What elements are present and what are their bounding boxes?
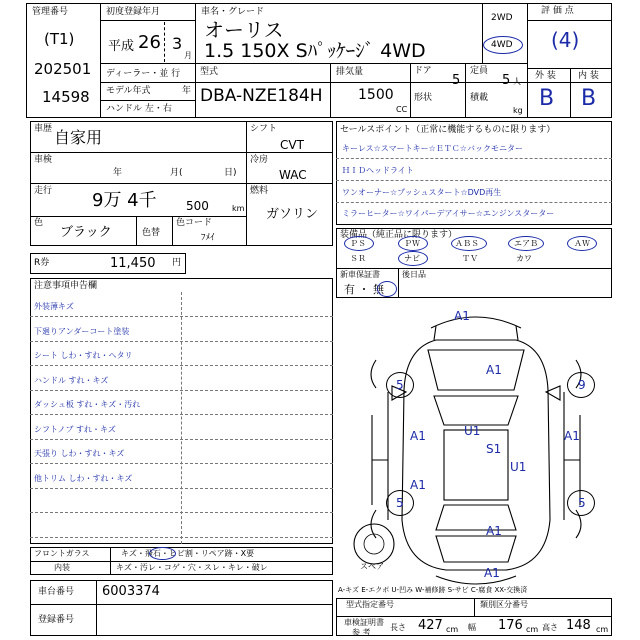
chassis-box: [30, 580, 333, 636]
notes-label: 注意事項申告欄: [34, 281, 98, 291]
circle-left-front: [386, 372, 414, 398]
equip-aw: ＡＷ: [574, 239, 590, 248]
len-label: 長さ: [390, 623, 406, 632]
use-value: 自家用: [54, 128, 103, 147]
reg-month: 3: [172, 34, 183, 53]
notes-rule: [30, 463, 333, 464]
mark-roof-s1: S1: [486, 442, 502, 456]
equip-navi: ナビ: [404, 254, 420, 263]
circle-aw: [567, 236, 597, 251]
cert-label: 車検証明書: [344, 618, 384, 627]
wid-label: 幅: [468, 623, 476, 632]
note-item: 下廻りアンダーコート塗装: [34, 326, 130, 336]
grade: 1.5 150X Sﾊﾟｯｹｰｼﾞ 4WD: [204, 40, 426, 62]
warranty-value: 有 ・ 無: [344, 283, 384, 296]
eval-label: 評 価 点: [541, 6, 574, 16]
ac-value: WAC: [279, 168, 307, 182]
circle-right-front: [567, 372, 595, 398]
note-item: ハンドル すれ・キズ: [34, 375, 109, 385]
mark-roof-u1: U1: [464, 424, 481, 438]
mileage-extra: 500: [186, 199, 209, 213]
recycle-box: [30, 253, 186, 274]
disp-value: 1500: [358, 87, 394, 103]
model-year-label: モデル年式: [106, 86, 151, 96]
recycle-unit: 円: [172, 258, 182, 268]
equip-tv: ＴＶ: [462, 254, 478, 263]
ac-label: 冷房: [250, 155, 269, 165]
mark-hood: A1: [486, 363, 502, 377]
sales-line-1: キーレス☆スマートキー☆ＥＴＣ☆バックモニター: [342, 144, 523, 153]
disp-label: 排気量: [336, 67, 364, 77]
note-item: 外装薄キズ: [34, 302, 74, 311]
mgmt-code: (T1): [44, 30, 75, 48]
ext-grade: B: [539, 86, 555, 111]
front-glass-value: キズ・飛石・ヒビ割・リペア跡・X要: [121, 549, 255, 558]
interior-value: キズ・汚レ・コゲ・穴・スレ・キレ・破レ: [116, 563, 268, 572]
recycle-value: 11,450: [110, 256, 156, 271]
ext-label: 外 装: [535, 71, 556, 81]
chassis-label: 車台番号: [38, 587, 75, 597]
mark-left-rear: 5: [396, 496, 404, 510]
door-label: ドア: [414, 66, 432, 76]
drive-4wd: 4WD: [491, 40, 513, 50]
load-unit: kg: [513, 106, 523, 115]
era: 平成: [108, 39, 135, 54]
type-value: DBA-NZE184H: [200, 86, 323, 106]
dealer-label: ディーラー・並 行: [106, 69, 181, 79]
circle-airb: [508, 236, 544, 251]
mark-left-door: A1: [410, 429, 426, 443]
color-change-label: 色替: [142, 228, 161, 238]
int-grade: B: [581, 86, 597, 111]
mark-left-front: 5: [396, 378, 404, 392]
name-grade-label: 車名・グレード: [201, 7, 265, 17]
handle-label: ハンドル 左・右: [106, 104, 172, 114]
sales-label: セールスポイント（正常に機能するものに限ります）: [340, 125, 556, 135]
notes-rule: [30, 512, 333, 513]
drive-2wd: 2WD: [491, 13, 513, 23]
class-label: 類別区分番号: [480, 600, 528, 609]
shape-label: 形状: [414, 93, 433, 103]
mark-roof-u1-2: U1: [510, 460, 527, 474]
cap-value: 5: [502, 73, 511, 88]
chassis-value: 6003374: [102, 584, 160, 599]
sales-line-2: ＨＩＤヘッドライト: [342, 166, 414, 175]
cap-unit: 人: [513, 77, 521, 86]
circle-chip: [149, 547, 176, 560]
notes-rule: [30, 537, 333, 538]
circle-pw: [398, 236, 428, 251]
shift-label: シフト: [250, 124, 278, 134]
note-item: 他トリム しわ・すれ・キズ: [34, 473, 133, 483]
type-label: 型式: [200, 67, 219, 77]
circle-ps: [344, 236, 374, 251]
color-code-label: 色コード: [176, 218, 213, 228]
inspect-label: 車検: [34, 155, 53, 165]
inspect-day: 日): [224, 168, 237, 178]
circle-navi: [398, 251, 428, 266]
shift-value: CVT: [280, 138, 304, 152]
mark-front-bumper: A1: [454, 309, 470, 323]
load-label: 積載: [470, 93, 489, 103]
year-unit: 年: [182, 86, 192, 96]
mgmt-num2: 14598: [42, 88, 90, 106]
hgt-value: 148: [566, 618, 591, 633]
color-code-value: ﾌﾒｲ: [201, 233, 215, 243]
mark-rear-bumper: A1: [484, 566, 500, 580]
spec-label: 型式指定番号: [346, 600, 394, 609]
notes-rule: [30, 439, 333, 440]
mark-right-rear: 5: [578, 496, 586, 510]
cap-label: 定員: [470, 66, 489, 76]
hgt-label: 高さ: [542, 623, 558, 632]
mgmt-num1: 202501: [34, 60, 92, 78]
circle-right-rear: [567, 490, 595, 516]
car-diagram: [336, 300, 616, 590]
mark-rear-left: A1: [410, 478, 426, 492]
note-item: シフトノブ すれ・キズ: [34, 424, 116, 434]
notes-rule: [30, 365, 333, 366]
color-label: 色: [34, 218, 44, 228]
inspect-year: 年: [113, 168, 123, 178]
fuel-label: 燃料: [250, 186, 269, 196]
note-item: ダッシュ板 すれ・キズ・汚れ: [34, 400, 141, 409]
equipment-label: 装備品（純正品に限ります）: [340, 230, 458, 240]
len-value: 427: [418, 618, 443, 633]
color-value: ブラック: [60, 225, 112, 240]
circle-abs: [451, 236, 487, 251]
note-item: シート しわ・すれ・ヘタリ: [34, 351, 133, 360]
warranty-label: 新車保証書: [340, 270, 380, 279]
equip-leather: カワ: [516, 254, 532, 263]
circle-warranty-none: [377, 281, 397, 297]
wid-value: 176: [498, 618, 523, 633]
equip-ps: ＰＳ: [350, 239, 366, 248]
use-label: 車歴: [34, 124, 53, 134]
post-label: 後日品: [402, 270, 426, 279]
len-unit: cm: [446, 625, 459, 634]
mileage-value: 9万 4千: [92, 190, 157, 211]
sales-line-3: ワンオーナー☆プッシュスタート☆DVD再生: [342, 188, 502, 197]
notes-rule: [30, 488, 333, 489]
mark-right-door: A1: [564, 429, 580, 443]
mileage-unit: km: [232, 204, 245, 213]
reg-year: 26: [138, 32, 161, 53]
equip-pw: ＰＷ: [404, 239, 420, 248]
notes-rule: [30, 316, 333, 317]
eval-score: (4): [551, 28, 580, 52]
door-value: 5: [452, 73, 461, 88]
notes-rule: [30, 390, 333, 391]
notes-rule: [30, 341, 333, 342]
interior-label: 内装: [54, 563, 70, 572]
inspect-month: 月(: [170, 168, 183, 178]
hgt-unit: cm: [596, 625, 609, 634]
car-name: オーリス: [204, 18, 284, 42]
mark-right-front: 9: [578, 378, 586, 392]
fuel-value: ガソリン: [266, 207, 319, 222]
spare-label: スペア: [360, 562, 384, 571]
mileage-label: 走行: [34, 186, 53, 196]
int-label: 内 装: [578, 71, 599, 81]
equip-airb: エアＢ: [514, 239, 538, 248]
circle-left-rear: [386, 490, 414, 516]
equip-sr: ＳＲ: [350, 254, 366, 263]
mgmt-label: 管理番号: [32, 7, 69, 17]
month-unit: 月: [184, 51, 192, 60]
wid-unit: cm: [526, 625, 539, 634]
front-glass-label: フロントガラス: [34, 549, 90, 558]
damage-legend: A-キズ E-エクボ U-凹み W-補修跡 S-サビ C-腐食 XX-交換済: [338, 586, 528, 594]
mark-trunk: A1: [486, 524, 502, 538]
equip-abs: ＡＢＳ: [455, 239, 479, 248]
sales-line-4: ミラーヒーター☆ワイパーデアイサー☆エンジンスターター: [342, 209, 555, 218]
notes-rule: [30, 414, 333, 415]
note-item: 天張り しわ・すれ・キズ: [34, 449, 125, 458]
first-reg-label: 初度登録年月: [106, 7, 161, 17]
recycle-label: R券: [34, 258, 50, 268]
disp-unit: CC: [396, 105, 408, 114]
reg-number-label: 登録番号: [38, 615, 75, 625]
ref-label: 参 考: [352, 628, 371, 637]
